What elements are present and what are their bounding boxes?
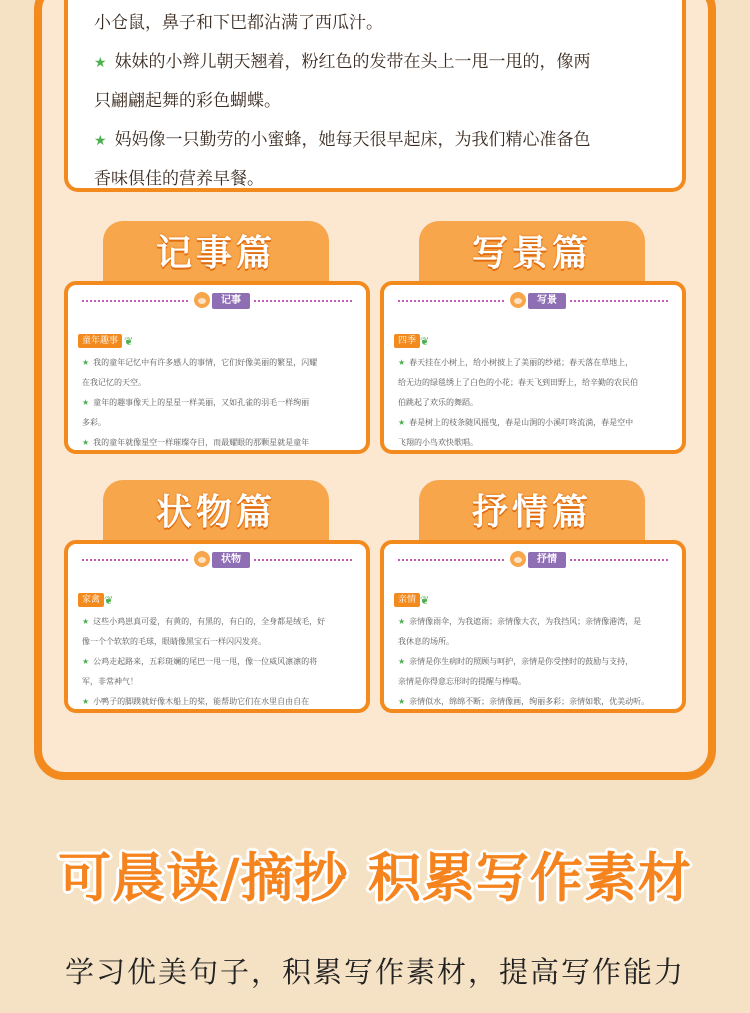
body-line: ★ 公鸡走起路来，五彩斑斓的尾巴一甩一甩，像一位威风凛凛的将 bbox=[82, 657, 318, 666]
body-line: ★ 亲情似水，绵绵不断；亲情像画，绚丽多彩；亲情如歌，优美动听。 bbox=[398, 697, 650, 706]
section-body bbox=[398, 353, 668, 453]
body-line: 像一个个软软的毛球，眼睛像黑宝石一样闪闪发亮。 bbox=[82, 637, 266, 646]
section-badge: 状物 bbox=[188, 550, 254, 570]
body-line: ★ 我的童年就像星空一样璀璨夺目，而最耀眼的那颗星就是童年 bbox=[82, 438, 310, 447]
subtitle-text: 学习优美句子，积累写作素材，提高写作能力 bbox=[64, 955, 685, 989]
body-line: 多彩。 bbox=[82, 418, 106, 427]
leaf-icon: ❦ bbox=[124, 335, 134, 348]
excerpt-line: 只翩翩起舞的彩色蝴蝶。 bbox=[94, 91, 281, 111]
topic-tag: 家禽 bbox=[78, 593, 104, 607]
body-line: ★ 童年的趣事像天上的星星一样美丽，又如孔雀的羽毛一样绚丽 bbox=[82, 398, 310, 407]
body-line: 我休息的场所。 bbox=[398, 637, 454, 646]
body-line: 飞翔的小鸟欢快歌唱。 bbox=[398, 438, 478, 447]
section-title-zhuangwu: 状物篇 bbox=[103, 480, 329, 544]
excerpt-line: ★ 妈妈像一只勤劳的小蜜蜂，她每天很早起床，为我们精心准备色 bbox=[94, 129, 591, 150]
body-line: ★ 这些小鸡崽真可爱，有黄的，有黑的，有白的，全身都是绒毛，好 bbox=[82, 617, 326, 626]
section-body bbox=[82, 353, 352, 453]
body-line: 在我记忆的天空。 bbox=[82, 378, 146, 387]
topic-tag: 童年趣事 bbox=[78, 334, 122, 348]
mascot-icon bbox=[194, 551, 210, 567]
section-card-xiejing bbox=[380, 281, 686, 454]
body-line: ★ 亲情是你生病时的照顾与呵护，亲情是你受挫时的鼓励与支持， bbox=[398, 657, 634, 666]
section-badge: 记事 bbox=[188, 291, 254, 311]
body-line: ★ 春是树上的枝条随风摇曳，春是山涧的小溪叮咚流淌，春是空中 bbox=[398, 418, 634, 427]
topic-tag: 四季 bbox=[394, 334, 420, 348]
body-line: ★ 我的童年记忆中有许多感人的事情，它们好像美丽的繁星，闪耀 bbox=[82, 358, 318, 367]
body-line: 亲情是你得意忘形时的提醒与棒喝。 bbox=[398, 677, 526, 686]
section-badge: 抒情 bbox=[504, 550, 570, 570]
excerpt-line: 小仓鼠，鼻子和下巴都沾满了西瓜汁。 bbox=[94, 13, 383, 33]
leaf-icon: ❦ bbox=[420, 594, 430, 607]
section-body bbox=[82, 612, 352, 712]
section-title-shuqing: 抒情篇 bbox=[419, 480, 645, 544]
excerpt-line: 香味俱佳的营养早餐。 bbox=[94, 169, 264, 189]
section-card-zhuangwu bbox=[64, 540, 370, 713]
star-icon: ★ bbox=[94, 132, 107, 149]
section-badge: 写景 bbox=[504, 291, 570, 311]
slogan-heading: 可晨读/摘抄 积累写作素材 bbox=[58, 848, 692, 909]
mascot-icon bbox=[194, 292, 210, 308]
leaf-icon: ❦ bbox=[104, 594, 114, 607]
section-title-jishi: 记事篇 bbox=[103, 221, 329, 285]
star-icon: ★ bbox=[94, 54, 107, 71]
body-line: ★ 亲情像雨伞，为我遮雨；亲情像大衣，为我挡风；亲情像港湾，是 bbox=[398, 617, 642, 626]
section-title-xiejing: 写景篇 bbox=[419, 221, 645, 285]
top-excerpt-box bbox=[64, 0, 686, 192]
section-card-jishi bbox=[64, 281, 370, 454]
section-card-shuqing bbox=[380, 540, 686, 713]
body-line: 伯跳起了欢乐的舞蹈。 bbox=[398, 398, 478, 407]
body-line: 军，非常神气！ bbox=[82, 677, 138, 686]
body-line: 给无边的绿毯绣上了白色的小花；春天飞到田野上，给辛勤的农民伯 bbox=[398, 378, 638, 387]
excerpt-line: ★ 妹妹的小辫儿朝天翘着，粉红色的发带在头上一甩一甩的，像两 bbox=[94, 51, 591, 72]
section-body bbox=[398, 612, 668, 712]
body-line: ★ 春天挂在小树上，给小树披上了美丽的纱裙；春天落在草地上， bbox=[398, 358, 634, 367]
mascot-icon bbox=[510, 551, 526, 567]
topic-tag: 亲情 bbox=[394, 593, 420, 607]
leaf-icon: ❦ bbox=[420, 335, 430, 348]
body-line: ★ 小鸭子的脚蹼就好像木船上的桨，能帮助它们在水里自由自在 bbox=[82, 697, 310, 706]
mascot-icon bbox=[510, 292, 526, 308]
